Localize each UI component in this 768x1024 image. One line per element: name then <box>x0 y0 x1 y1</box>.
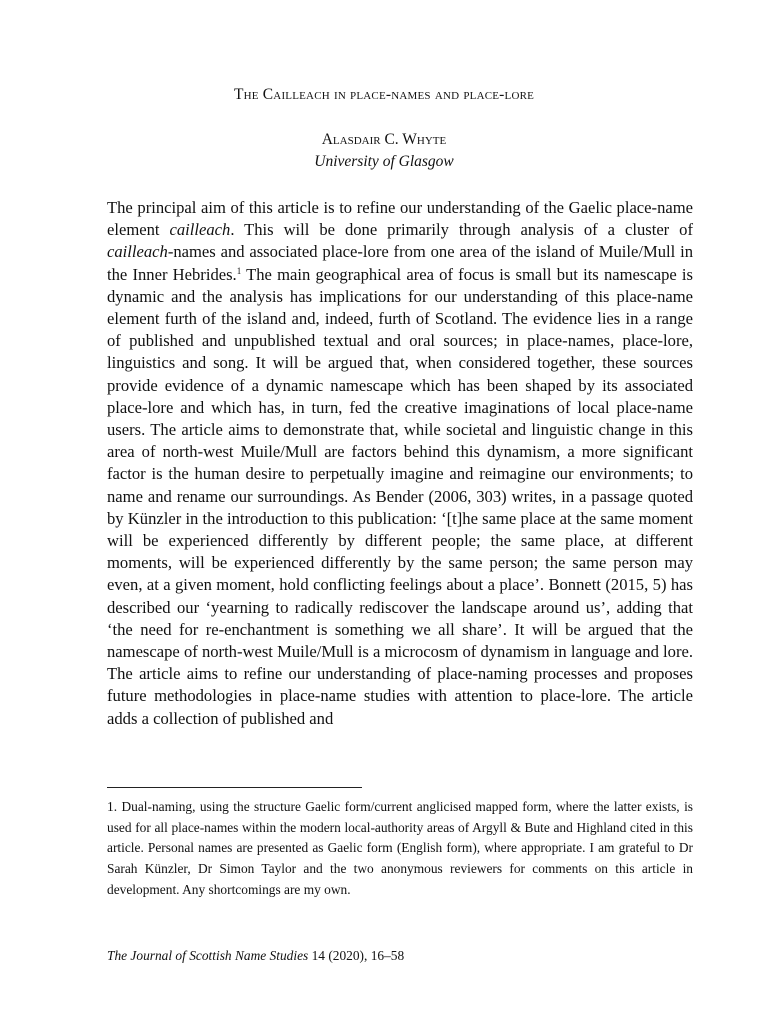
footnote-marker[interactable]: 1 <box>236 265 242 276</box>
body-text-segment: . This will be done primarily through analysis of a cluster of <box>230 220 693 240</box>
body-text-segment: -names and associated place-lore from one area of the island of Muile/Mull in the Inner Hebrides. <box>107 242 693 284</box>
author-name: Alasdair C. Whyte <box>321 131 447 148</box>
journal-footer <box>107 948 404 964</box>
body-paragraph <box>107 197 693 730</box>
journal-citation: 14 (2020), 16–58 <box>308 948 405 963</box>
article-title: The Cailleach in place-names and place-lore <box>233 86 535 103</box>
footnote-divider <box>107 787 362 788</box>
author-affiliation: University of Glasgow <box>314 153 454 170</box>
body-text-segment: The principal aim of this article is to refine our understanding of the Gaelic place-name element <box>107 198 693 240</box>
journal-name: The Journal of Scottish Name Studies <box>107 948 309 963</box>
body-text-segment: The main geographical area of focus is small but its namescape is dynamic and the analysis has implications for our understanding of this place-name element furth of the island and, indeed, furth of Scotland. The evidence lies in a range of published and unpublished textual and oral sources; in place-names, place-lore, linguistics and song. It will be argued that, when considered together, these sources provide evidence of a dynamic namescape which has been shaped by its associated place-lore and which has, in turn, fed the creative imaginations of local place-name users. The article aims to demonstrate that, while societal and linguistic change in this area of north-west Muile/Mull are factors behind this dynamism, a more significant factor is the human desire to perpetually imagine and reimagine our environments; to name and rename our surroundings. As Bender (2006, 303) writes, in a passage quoted by Künzler in the introduction to this publication: ‘[t]he same place at the same moment will be experienced differently by different people; the same place, at different moments, will be experienced differently by the same person; the same person may even, at a given moment, hold conflicting feelings about a place’. Bonnett (2015, 5) has described our ‘yearning to radically rediscover the landscape around us’, adding that ‘the need for re-enchantment is something we all share’. It will be argued that the namescape of north-west Muile/Mull is a microcosm of dynamism in language and lore. The article aims to refine our understanding of place-naming processes and proposes future methodologies in place-name studies with attention to place-lore. The article adds a collection of published and <box>107 264 693 728</box>
footnote: 1. Dual-naming, using the structure Gaelic form/current anglicised mapped form, where the latter exists, is used for all place-names within the modern local-authority areas of Argyll & Bute and Highland cited in this article. Personal names are presented as Gaelic form (English form), where appropriate. I am grateful to Dr Sarah Künzler, Dr Simon Taylor and the two anonymous reviewers for comments on this article in development. Any shortcomings are my own. <box>107 799 693 897</box>
italic-term: cailleach <box>107 242 168 262</box>
italic-term: cailleach <box>169 220 231 240</box>
